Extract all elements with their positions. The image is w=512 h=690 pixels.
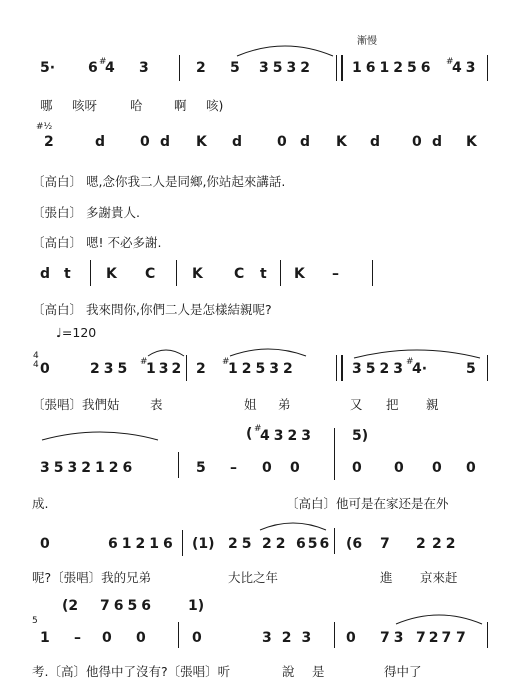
lyric: 又 bbox=[350, 397, 363, 412]
note: 5· bbox=[40, 60, 56, 76]
lyric: 啊 bbox=[174, 98, 187, 113]
note: K bbox=[196, 134, 207, 150]
double-bar-line bbox=[336, 55, 343, 81]
note-group: 61216 bbox=[108, 536, 177, 552]
note: 1 bbox=[40, 630, 50, 646]
note: 0 bbox=[102, 630, 112, 646]
note: K bbox=[336, 134, 347, 150]
bar-line bbox=[176, 260, 177, 286]
bar-line bbox=[487, 355, 488, 381]
key-mark: #½ bbox=[36, 122, 53, 132]
lyric: 親 bbox=[426, 397, 439, 412]
spoken-line-gao-3: 〔高白〕 我來問你,你們二人是怎樣結親呢? bbox=[32, 302, 272, 317]
note-group: 161256 bbox=[352, 60, 435, 76]
bar-line bbox=[487, 55, 488, 81]
note-group: 43 bbox=[452, 60, 480, 76]
lyric: 姐 bbox=[244, 397, 257, 412]
note: C bbox=[234, 266, 245, 282]
note: 5 bbox=[196, 460, 206, 476]
note: 0 bbox=[192, 630, 202, 646]
spoken-line-gao-1: 〔高白〕 嗯,念你我二人是同鄉,你站起來講話. bbox=[32, 174, 286, 189]
note: (6 bbox=[346, 536, 363, 552]
note: 0 bbox=[432, 460, 442, 476]
note-group: 3532 bbox=[259, 60, 314, 76]
note: d bbox=[95, 134, 106, 150]
note: d bbox=[300, 134, 311, 150]
note: C bbox=[145, 266, 156, 282]
note: d bbox=[370, 134, 381, 150]
note: 0 bbox=[412, 134, 422, 150]
note-group: 5) bbox=[352, 428, 369, 444]
note: d bbox=[232, 134, 243, 150]
bracket: ( bbox=[246, 426, 253, 442]
lyric: 大比之年 bbox=[228, 570, 279, 585]
note: 6 bbox=[88, 60, 98, 76]
note: 0 bbox=[277, 134, 287, 150]
note: 2 bbox=[196, 60, 206, 76]
slur bbox=[228, 346, 308, 358]
note: – bbox=[74, 630, 81, 646]
note: 7 bbox=[380, 536, 390, 552]
bar-line bbox=[334, 428, 335, 480]
bar-line bbox=[487, 622, 488, 648]
note: 5 bbox=[230, 60, 240, 76]
lyric: 表 bbox=[150, 397, 163, 412]
note: 4· bbox=[412, 361, 428, 377]
tempo-marking: ♩=120 bbox=[56, 325, 97, 340]
note: 0 bbox=[346, 630, 356, 646]
note: 2 bbox=[44, 134, 54, 150]
note-group: 12532 bbox=[228, 361, 297, 377]
bar-line bbox=[90, 260, 91, 286]
bar-line bbox=[182, 530, 183, 556]
spoken-line-gao-4: 〔高白〕他可是在家还是在外 bbox=[286, 496, 449, 511]
lyric: 咳) bbox=[206, 98, 224, 113]
spoken-line-zhang-1: 〔張白〕 多謝貴人. bbox=[32, 205, 140, 220]
note: 0 bbox=[290, 460, 300, 476]
note: – bbox=[332, 266, 339, 282]
slur bbox=[146, 346, 186, 358]
note: 0 bbox=[352, 460, 362, 476]
note: 0 bbox=[466, 460, 476, 476]
sharp-sign: # bbox=[406, 357, 414, 367]
lyric: 成. bbox=[32, 496, 49, 511]
spoken-line-gao-2: 〔高白〕 嗯! 不必多謝. bbox=[32, 235, 162, 250]
bar-line bbox=[178, 452, 179, 478]
bar-line bbox=[372, 260, 373, 286]
note-group: 656 bbox=[296, 536, 332, 552]
sharp-sign: # bbox=[222, 357, 230, 367]
note: 0 bbox=[40, 361, 50, 377]
note: 4 bbox=[105, 60, 115, 76]
lyric: 哈 bbox=[130, 98, 143, 113]
note: 2 bbox=[416, 536, 426, 552]
note-group: 4323 bbox=[260, 428, 315, 444]
note: 0 bbox=[40, 536, 50, 552]
note-group: 7656 bbox=[100, 598, 155, 614]
note-group: 323 bbox=[262, 630, 322, 646]
note: 3 bbox=[139, 60, 149, 76]
slur bbox=[40, 428, 160, 442]
sharp-sign: # bbox=[99, 57, 107, 67]
note-group: 132 bbox=[146, 361, 185, 377]
note: K bbox=[466, 134, 477, 150]
note: – bbox=[230, 460, 237, 476]
bar-line bbox=[334, 528, 335, 554]
note-group: 727 bbox=[416, 630, 455, 646]
slur bbox=[352, 346, 482, 360]
bar-line bbox=[179, 55, 180, 81]
bar-line bbox=[186, 355, 187, 381]
grace-note: 5 bbox=[32, 616, 38, 626]
time-signature: 4 4 bbox=[33, 351, 39, 370]
sharp-sign: # bbox=[254, 424, 262, 434]
note: d bbox=[40, 266, 51, 282]
bar-line bbox=[178, 622, 179, 648]
note-group: 3532126 bbox=[40, 460, 137, 476]
note: d bbox=[160, 134, 171, 150]
note: (1) bbox=[192, 536, 215, 552]
note: t bbox=[260, 266, 267, 282]
note: 0 bbox=[394, 460, 404, 476]
lyric: 得中了 bbox=[384, 664, 422, 679]
lyric: 〔張唱〕我們姑 bbox=[32, 397, 120, 412]
note-group: 3523 bbox=[352, 361, 407, 377]
note: 0 bbox=[136, 630, 146, 646]
note-group: 1) bbox=[188, 598, 205, 614]
lyric: 京來赶 bbox=[420, 570, 458, 585]
lyric: 呢?〔張唱〕我的兄弟 bbox=[32, 570, 152, 585]
lyric: 進 bbox=[380, 570, 393, 585]
double-bar-line bbox=[336, 355, 343, 381]
note: 0 bbox=[262, 460, 272, 476]
tempo-marking-slowing: 漸慢 bbox=[357, 36, 377, 47]
note: t bbox=[64, 266, 71, 282]
slur bbox=[258, 520, 328, 532]
lyric: 考.〔高〕他得中了沒有?〔張唱〕听 bbox=[32, 664, 231, 679]
slur bbox=[235, 42, 335, 58]
note: 0 bbox=[140, 134, 150, 150]
note-group: (2 bbox=[62, 598, 79, 614]
note-group: 73 bbox=[380, 630, 408, 646]
slur bbox=[394, 610, 484, 626]
bar-line bbox=[280, 260, 281, 286]
lyric: 說 bbox=[282, 664, 295, 679]
note-group: 22 bbox=[262, 536, 290, 552]
note: 5 bbox=[466, 361, 476, 377]
note: d bbox=[432, 134, 443, 150]
note-group: 235 bbox=[90, 361, 132, 377]
note-group: 22 bbox=[432, 536, 460, 552]
sharp-sign: # bbox=[446, 57, 454, 67]
lyric: 哪 bbox=[40, 98, 53, 113]
note: 2 bbox=[196, 361, 206, 377]
note: K bbox=[192, 266, 203, 282]
bar-line bbox=[334, 622, 335, 648]
lyric: 弟 bbox=[278, 397, 291, 412]
sharp-sign: # bbox=[140, 357, 148, 367]
note: 7 bbox=[456, 630, 466, 646]
note: K bbox=[294, 266, 305, 282]
note-group: 25 bbox=[228, 536, 256, 552]
lyric: 把 bbox=[386, 397, 399, 412]
lyric: 咳呀 bbox=[72, 98, 98, 113]
note: K bbox=[106, 266, 117, 282]
lyric: 是 bbox=[312, 664, 325, 679]
